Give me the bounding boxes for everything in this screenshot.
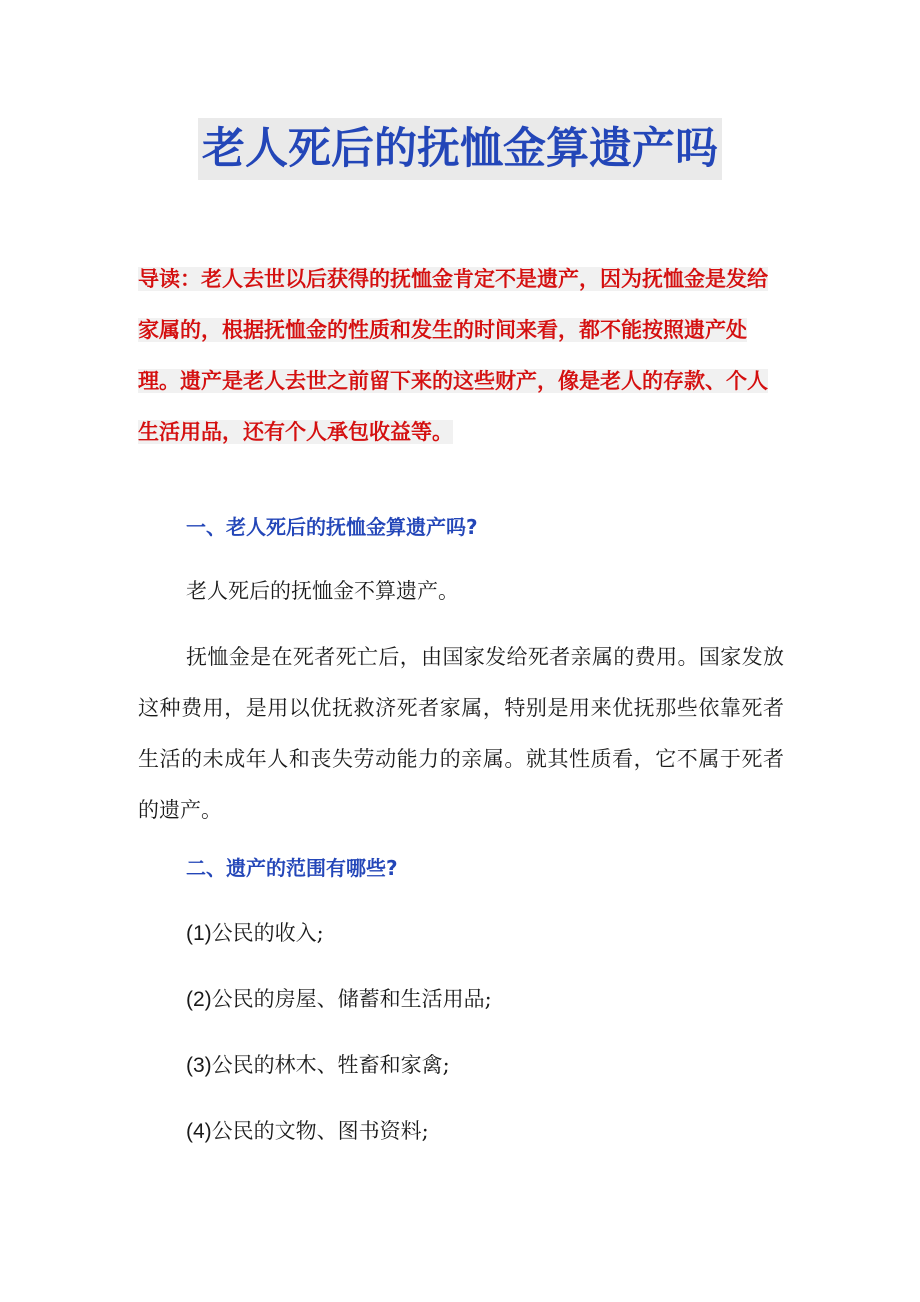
list-item-text: 公民的房屋、储蓄和生活用品; [211,987,492,1011]
section-1-paragraph-2: 抚恤金是在死者死亡后，由国家发给死者亲属的费用。国家发放这种费用，是用以优抚救济死者家属，特别是用来优抚那些依靠死者生活的未成年人和丧失劳动能力的亲属。就其性质看，它不属于死者的遗产。 [138,645,784,822]
section-1-paragraph-1: 老人死后的抚恤金不算遗产。 [186,579,459,603]
section-heading-1: 一、老人死后的抚恤金算遗产吗? [186,515,478,539]
list-item-number: (4) [186,1120,212,1143]
list-item-text: 公民的林木、牲畜和家禽; [211,1053,450,1077]
list-item-number: (2) [186,988,212,1011]
title-container [0,118,920,180]
intro-text: 导读：老人去世以后获得的抚恤金肯定不是遗产，因为抚恤金是发给家属的，根据抚恤金的性质和发生的时间来看，都不能按照遗产处理。遗产是老人去世之前留下来的这些财产，像是老人的存款、个人生活用品，还有个人承包收益等。 [138,267,768,444]
list-item [186,1116,429,1147]
list-item-number: (1) [186,922,212,945]
list-item [186,984,492,1015]
list-item-text: 公民的收入; [211,921,324,945]
intro-summary [138,254,784,458]
list-item-number: (3) [186,1054,212,1077]
list-item [186,1050,450,1081]
page-title: 老人死后的抚恤金算遗产吗 [198,118,722,180]
list-item-text: 公民的文物、图书资料; [211,1119,429,1143]
list-item [186,918,324,949]
section-heading-2: 二、遗产的范围有哪些? [186,856,398,880]
